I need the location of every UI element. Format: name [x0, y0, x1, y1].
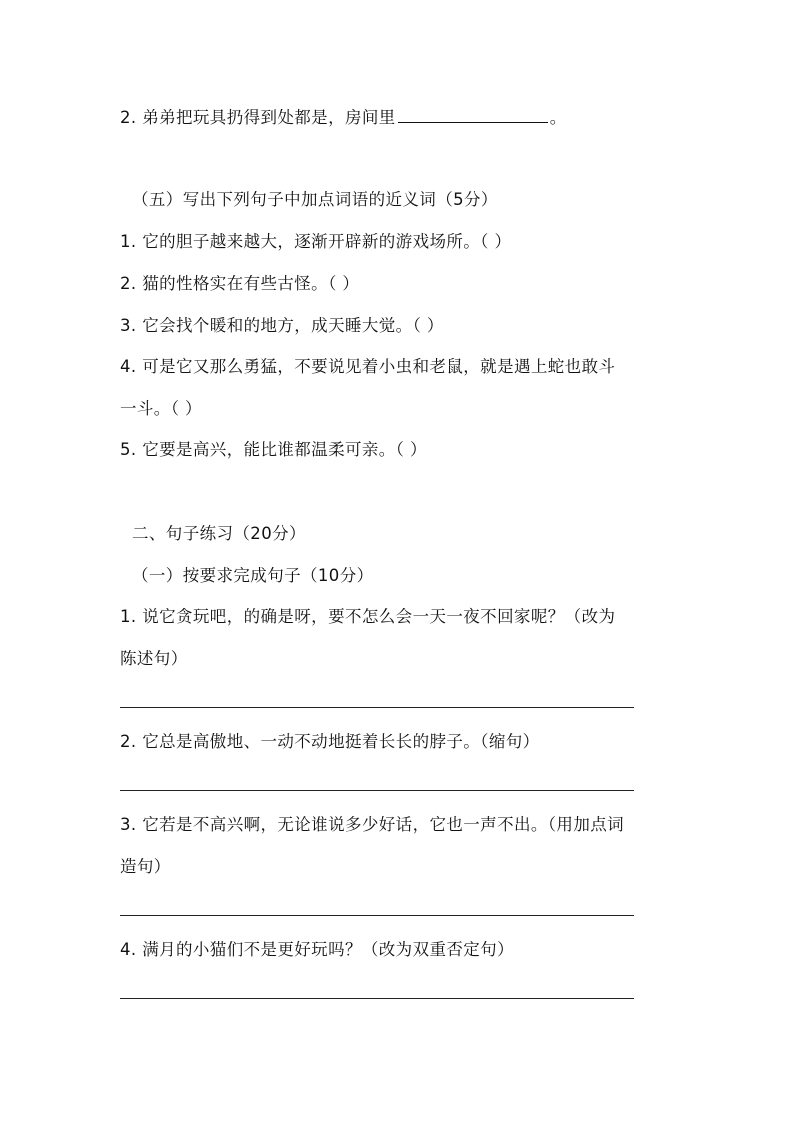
part-2-question-3-cont: 造句） — [120, 857, 171, 876]
part-2-heading: 二、句子练习（20分） — [132, 524, 306, 543]
part-2-question-1-cont: 陈述句） — [120, 649, 188, 668]
section-5-item-4-cont: 一斗。（ ） — [120, 399, 202, 418]
answer-line-4[interactable] — [120, 998, 634, 999]
section-5-item-1: 1. 它的胆子越来越大，逐渐开辟新的游戏场所。（ ） — [120, 232, 512, 251]
question-suffix: 。 — [549, 108, 567, 127]
section-5-item-4: 4. 可是它又那么勇猛，不要说见着小虫和老鼠，就是遇上蛇也敢斗 — [120, 357, 616, 376]
fill-blank[interactable] — [398, 108, 548, 123]
part-2-sub-1-heading: （一）按要求完成句子（10分） — [132, 566, 374, 585]
part-2-question-3: 3. 它若是不高兴啊，无论谁说多少好话，它也一声不出。（用加点词 — [120, 815, 625, 834]
answer-line-2[interactable] — [120, 790, 634, 791]
section-5-heading: （五）写出下列句子中加点词语的近义词（5分） — [132, 190, 498, 209]
answer-line-1[interactable] — [120, 707, 634, 708]
question-4-2 — [120, 107, 567, 129]
question-text: 2. 弟弟把玩具扔得到处都是，房间里 — [120, 108, 396, 127]
part-2-question-1: 1. 说它贪玩吧，的确是呀，要不怎么会一天一夜不回家呢？（改为 — [120, 607, 616, 626]
answer-line-3[interactable] — [120, 915, 634, 916]
section-5-item-3: 3. 它会找个暖和的地方，成天睡大觉。（ ） — [120, 316, 444, 335]
part-2-question-4: 4. 满月的小猫们不是更好玩吗？（改为双重否定句） — [120, 940, 514, 959]
section-5-item-5: 5. 它要是高兴，能比谁都温柔可亲。（ ） — [120, 440, 427, 459]
section-5-item-2: 2. 猫的性格实在有些古怪。（ ） — [120, 274, 360, 293]
part-2-question-2: 2. 它总是高傲地、一动不动地挺着长长的脖子。（缩句） — [120, 732, 540, 751]
